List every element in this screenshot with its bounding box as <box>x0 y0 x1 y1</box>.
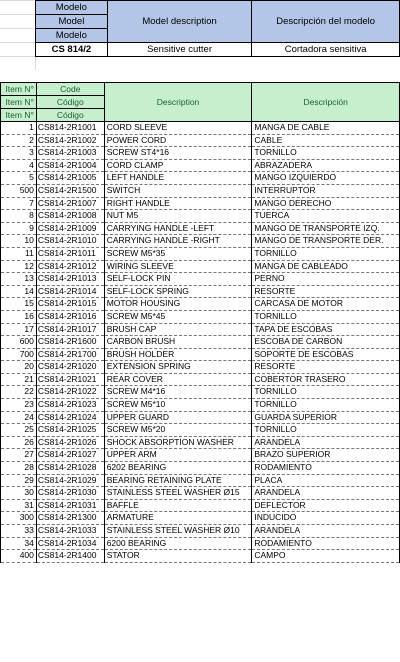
part-code-cell[interactable]: CS814-2R1004 <box>36 159 104 172</box>
description-es-header[interactable]: Descripción <box>252 83 400 122</box>
item-number-cell[interactable]: 12 <box>1 260 37 273</box>
table-row <box>1 499 400 512</box>
description-es-cell[interactable]: TORNILLO <box>252 310 400 323</box>
description-es-cell[interactable]: RESORTE <box>252 285 400 298</box>
description-es-cell[interactable]: DEFLECTOR <box>252 499 400 512</box>
description-es-cell[interactable]: ARANDELA <box>252 487 400 500</box>
table-row <box>1 399 400 412</box>
table-row <box>1 474 400 487</box>
description-en-cell[interactable]: SCREW M5*10 <box>104 399 252 412</box>
part-code-cell[interactable]: CS814-2R1011 <box>36 247 104 260</box>
description-en-header[interactable]: Description <box>104 83 252 122</box>
description-en-cell[interactable]: SCREW ST4*16 <box>104 147 252 160</box>
description-en-cell[interactable]: EXTENSION SPRING <box>104 361 252 374</box>
table-row <box>1 134 400 147</box>
model-header-table <box>35 0 400 57</box>
part-code-cell[interactable]: CS814-2R1023 <box>36 399 104 412</box>
part-code-cell[interactable]: CS814-2R1022 <box>36 386 104 399</box>
description-es-cell[interactable]: RESORTE <box>252 361 400 374</box>
description-es-cell[interactable]: ARANDELA <box>252 525 400 538</box>
description-en-cell[interactable]: CARRYING HANDLE -RIGHT <box>104 235 252 248</box>
part-code-cell[interactable]: CS814-2R1021 <box>36 373 104 386</box>
item-number-cell[interactable]: 33 <box>1 525 37 538</box>
table-row <box>1 122 400 135</box>
part-code-cell[interactable]: CS814-2R1600 <box>36 336 104 349</box>
model-label-cell[interactable]: Modelo <box>36 1 108 15</box>
description-es-cell[interactable]: MANGO DERECHO <box>252 197 400 210</box>
table-row <box>1 436 400 449</box>
part-code-cell[interactable]: CS814-2R1025 <box>36 424 104 437</box>
item-number-cell[interactable]: 700 <box>1 348 37 361</box>
table-row <box>1 298 400 311</box>
description-en-cell[interactable]: SWITCH <box>104 184 252 197</box>
item-number-cell[interactable]: 17 <box>1 323 37 336</box>
description-es-cell[interactable]: CABLE <box>252 134 400 147</box>
description-en-cell[interactable]: 6200 BEARING <box>104 537 252 550</box>
item-number-cell[interactable]: 24 <box>1 411 37 424</box>
part-code-cell[interactable]: CS814-2R1028 <box>36 462 104 475</box>
description-en-cell[interactable]: SELF-LOCK PIN <box>104 273 252 286</box>
item-number-cell[interactable]: 14 <box>1 285 37 298</box>
part-code-cell[interactable]: CS814-2R1010 <box>36 235 104 248</box>
item-number-cell[interactable]: 500 <box>1 184 37 197</box>
item-number-cell[interactable]: 34 <box>1 537 37 550</box>
description-en-cell[interactable]: ARMATURE <box>104 512 252 525</box>
part-code-cell[interactable]: CS814-2R1012 <box>36 260 104 273</box>
description-es-cell[interactable]: MANGO DE TRANSPORTE IZQ. <box>252 222 400 235</box>
part-code-cell[interactable]: CS814-2R1030 <box>36 487 104 500</box>
description-es-cell[interactable]: RODAMIENTO <box>252 462 400 475</box>
description-en-cell[interactable]: RIGHT HANDLE <box>104 197 252 210</box>
description-en-cell[interactable]: SHOCK ABSORPTION WASHER <box>104 436 252 449</box>
part-code-cell[interactable]: CS814-2R1016 <box>36 310 104 323</box>
description-en-cell[interactable]: STATOR <box>104 550 252 563</box>
item-number-cell[interactable]: 31 <box>1 499 37 512</box>
model-label-cell[interactable]: Model <box>36 15 108 29</box>
table-row <box>1 310 400 323</box>
description-es-cell[interactable]: PERNO <box>252 273 400 286</box>
description-es-cell[interactable]: ARANDELA <box>252 436 400 449</box>
item-number-cell[interactable]: 4 <box>1 159 37 172</box>
part-code-cell[interactable]: CS814-2R1033 <box>36 525 104 538</box>
part-code-cell[interactable]: CS814-2R1027 <box>36 449 104 462</box>
description-es-cell[interactable]: TAPA DE ESCOBAS <box>252 323 400 336</box>
part-code-cell[interactable]: CS814-2R1500 <box>36 184 104 197</box>
table-row <box>1 247 400 260</box>
description-es-cell[interactable]: ESCOBA DE CARBON <box>252 336 400 349</box>
table-row <box>1 462 400 475</box>
part-code-cell[interactable]: CS814-2R1031 <box>36 499 104 512</box>
item-number-cell[interactable]: 2 <box>1 134 37 147</box>
description-es-cell[interactable]: SOPORTE DE ESCOBAS <box>252 348 400 361</box>
description-es-cell[interactable]: MANGO IZQUIERDO <box>252 172 400 185</box>
table-row <box>1 159 400 172</box>
table-row <box>1 147 400 160</box>
table-row <box>1 361 400 374</box>
model-code-cell[interactable]: CS 814/2 <box>36 43 108 57</box>
description-es-cell[interactable]: MANGA DE CABLEADO <box>252 260 400 273</box>
item-number-cell[interactable]: 3 <box>1 147 37 160</box>
description-es-cell[interactable]: PLACA <box>252 474 400 487</box>
item-number-cell[interactable]: 25 <box>1 424 37 437</box>
item-number-cell[interactable]: 16 <box>1 310 37 323</box>
table-row <box>1 537 400 550</box>
item-number-cell[interactable]: 21 <box>1 373 37 386</box>
item-number-cell[interactable]: 20 <box>1 361 37 374</box>
part-code-cell[interactable]: CS814-2R1013 <box>36 273 104 286</box>
table-row <box>1 323 400 336</box>
item-number-cell[interactable]: 1 <box>1 122 37 135</box>
parts-list-table <box>0 82 400 563</box>
description-en-cell[interactable]: POWER CORD <box>104 134 252 147</box>
item-number-cell[interactable]: 10 <box>1 235 37 248</box>
description-es-cell[interactable]: CARCASA DE MOTOR <box>252 298 400 311</box>
part-code-cell[interactable]: CS814-2R1024 <box>36 411 104 424</box>
code-header[interactable]: Code <box>36 83 104 96</box>
description-es-cell[interactable]: RODAMIENTO <box>252 537 400 550</box>
table-row <box>1 336 400 349</box>
table-row <box>1 184 400 197</box>
item-number-header[interactable]: Item N° <box>1 109 37 122</box>
table-row <box>1 424 400 437</box>
description-es-cell[interactable]: TUERCA <box>252 210 400 223</box>
description-en-cell[interactable]: BRUSH CAP <box>104 323 252 336</box>
code-header[interactable]: Código <box>36 109 104 122</box>
item-number-cell[interactable]: 9 <box>1 222 37 235</box>
table-row <box>1 386 400 399</box>
part-code-cell[interactable]: CS814-2R1017 <box>36 323 104 336</box>
description-es-cell[interactable]: GUARDA SUPERIOR <box>252 411 400 424</box>
part-code-cell[interactable]: CS814-2R1009 <box>36 222 104 235</box>
part-code-cell[interactable]: CS814-2R1400 <box>36 550 104 563</box>
part-code-cell[interactable]: CS814-2R1034 <box>36 537 104 550</box>
part-code-cell[interactable]: CS814-2R1007 <box>36 197 104 210</box>
description-en-cell[interactable]: SCREW M5*20 <box>104 424 252 437</box>
code-header[interactable]: Código <box>36 96 104 109</box>
table-row <box>1 411 400 424</box>
item-number-cell[interactable]: 22 <box>1 386 37 399</box>
description-es-cell[interactable]: TORNILLO <box>252 147 400 160</box>
description-es-cell[interactable]: TORNILLO <box>252 247 400 260</box>
item-number-cell[interactable]: 30 <box>1 487 37 500</box>
description-en-cell[interactable]: BRUSH HOLDER <box>104 348 252 361</box>
part-code-cell[interactable]: CS814-2R1015 <box>36 298 104 311</box>
item-number-cell[interactable]: 8 <box>1 210 37 223</box>
item-number-header[interactable]: Item N° <box>1 96 37 109</box>
table-row <box>1 373 400 386</box>
description-es-cell[interactable]: COBERTOR TRASERO <box>252 373 400 386</box>
item-number-cell[interactable]: 7 <box>1 197 37 210</box>
part-code-cell[interactable]: CS814-2R1003 <box>36 147 104 160</box>
item-number-cell[interactable]: 11 <box>1 247 37 260</box>
model-name-es-cell[interactable]: Cortadora sensitiva <box>252 43 400 57</box>
item-number-cell[interactable]: 600 <box>1 336 37 349</box>
description-en-cell[interactable]: 6202 BEARING <box>104 462 252 475</box>
description-es-cell[interactable]: INDUCIDO <box>252 512 400 525</box>
table-row <box>1 487 400 500</box>
description-es-cell[interactable]: BRAZO SUPERIOR <box>252 449 400 462</box>
table-row <box>1 525 400 538</box>
item-number-cell[interactable]: 28 <box>1 462 37 475</box>
description-es-cell[interactable]: TORNILLO <box>252 399 400 412</box>
description-en-cell[interactable]: SCREW M5*35 <box>104 247 252 260</box>
description-en-cell[interactable]: SELF-LOCK SPRING <box>104 285 252 298</box>
item-number-cell[interactable]: 26 <box>1 436 37 449</box>
description-en-cell[interactable]: MOTOR HOUSING <box>104 298 252 311</box>
part-code-cell[interactable]: CS814-2R1014 <box>36 285 104 298</box>
description-es-cell[interactable]: MANGA DE CABLE <box>252 122 400 135</box>
item-number-cell[interactable]: 13 <box>1 273 37 286</box>
table-row <box>1 172 400 185</box>
table-row <box>1 260 400 273</box>
part-code-cell[interactable]: CS814-2R1026 <box>36 436 104 449</box>
description-en-cell[interactable]: WIRING SLEEVE <box>104 260 252 273</box>
part-code-cell[interactable]: CS814-2R1001 <box>36 122 104 135</box>
description-en-cell[interactable]: CARBON BRUSH <box>104 336 252 349</box>
model-description-es-header[interactable]: Descripción del modelo <box>252 1 400 43</box>
description-en-cell[interactable]: SCREW M5*45 <box>104 310 252 323</box>
description-en-cell[interactable]: STAINLESS STEEL WASHER Ø10 <box>104 525 252 538</box>
description-en-cell[interactable]: SCREW M4*16 <box>104 386 252 399</box>
description-es-cell[interactable]: TORNILLO <box>252 386 400 399</box>
description-es-cell[interactable]: TORNILLO <box>252 424 400 437</box>
table-row <box>1 550 400 563</box>
description-en-cell[interactable]: REAR COVER <box>104 373 252 386</box>
part-code-cell[interactable]: CS814-2R1005 <box>36 172 104 185</box>
part-code-cell[interactable]: CS814-2R1300 <box>36 512 104 525</box>
part-code-cell[interactable]: CS814-2R1008 <box>36 210 104 223</box>
table-row <box>1 449 400 462</box>
table-row <box>1 285 400 298</box>
part-code-cell[interactable]: CS814-2R1029 <box>36 474 104 487</box>
table-row <box>1 512 400 525</box>
model-label-cell[interactable]: Modelo <box>36 29 108 43</box>
description-en-cell[interactable]: CORD SLEEVE <box>104 122 252 135</box>
table-row <box>1 197 400 210</box>
item-number-cell[interactable]: 400 <box>1 550 37 563</box>
item-number-cell[interactable]: 29 <box>1 474 37 487</box>
part-code-cell[interactable]: CS814-2R1020 <box>36 361 104 374</box>
description-en-cell[interactable]: LEFT HANDLE <box>104 172 252 185</box>
table-row <box>1 222 400 235</box>
item-number-cell[interactable]: 27 <box>1 449 37 462</box>
item-number-cell[interactable]: 23 <box>1 399 37 412</box>
part-code-cell[interactable]: CS814-2R1002 <box>36 134 104 147</box>
description-es-cell[interactable]: INTERRUPTOR <box>252 184 400 197</box>
model-description-en-header[interactable]: Model description <box>107 1 252 43</box>
description-en-cell[interactable]: STAINLESS STEEL WASHER Ø15 <box>104 487 252 500</box>
table-row <box>1 235 400 248</box>
table-row <box>1 273 400 286</box>
description-en-cell[interactable]: NUT M5 <box>104 210 252 223</box>
description-en-cell[interactable]: CARRYING HANDLE -LEFT <box>104 222 252 235</box>
item-number-cell[interactable]: 5 <box>1 172 37 185</box>
description-es-cell[interactable]: MANGO DE TRANSPORTE DER. <box>252 235 400 248</box>
description-en-cell[interactable]: UPPER GUARD <box>104 411 252 424</box>
item-number-cell[interactable]: 300 <box>1 512 37 525</box>
table-row <box>1 210 400 223</box>
empty-grid-cells <box>0 0 36 70</box>
description-es-cell[interactable]: CAMPO <box>252 550 400 563</box>
description-en-cell[interactable]: CORD CLAMP <box>104 159 252 172</box>
description-en-cell[interactable]: BAFFLE <box>104 499 252 512</box>
item-number-cell[interactable]: 15 <box>1 298 37 311</box>
model-name-en-cell[interactable]: Sensitive cutter <box>107 43 252 57</box>
description-en-cell[interactable]: UPPER ARM <box>104 449 252 462</box>
description-es-cell[interactable]: ABRAZADERA <box>252 159 400 172</box>
description-en-cell[interactable]: BEARING RETAINING PLATE <box>104 474 252 487</box>
item-number-header[interactable]: Item N° <box>1 83 37 96</box>
part-code-cell[interactable]: CS814-2R1700 <box>36 348 104 361</box>
table-row <box>1 348 400 361</box>
